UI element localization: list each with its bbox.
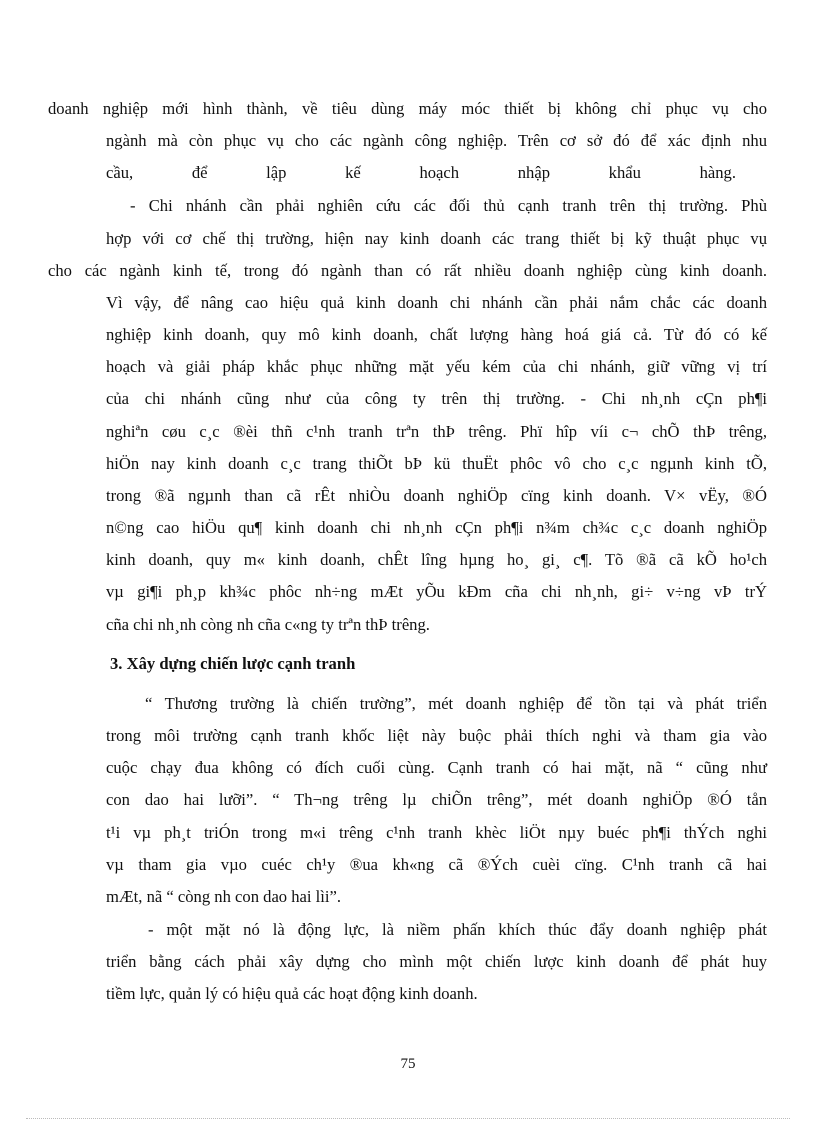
text-line: - Chi nhánh cần phải nghiên cứu các đối thủ cạnh tranh trên thị trường. Phù: [130, 196, 767, 215]
text-line: mÆt, nã “ còng nh con dao hai lìi”.: [106, 887, 342, 906]
text-line: vµ gi¶i ph¸p kh¾c phôc nh÷ng mÆt yÕu kÐm cña chi nh¸nh, gi÷ v÷ng vÞ trÝ: [106, 582, 767, 601]
page-bottom-divider: [26, 1118, 790, 1119]
page-number: 75: [400, 1056, 416, 1072]
text-line: trong môi trường cạnh tranh khốc liệt này buộc phải thích nghi và tham gia vào: [106, 726, 767, 745]
text-line: Vì vậy, để nâng cao hiệu quả kinh doanh chi nhánh cần phải nắm chắc các doanh: [106, 293, 767, 312]
text-line: t¹i vµ ph¸t triÓn trong m«i trêng c¹nh tranh khèc liÖt nµy buéc ph¶i thÝch nghi: [106, 823, 767, 842]
text-line: cuộc chạy đua không có đích cuối cùng. Cạnh tranh có hai mặt, nã “ cũng như: [106, 758, 767, 777]
text-line: triển bằng cách phải xây dựng cho mình một chiến lược kinh doanh để phát huy: [106, 952, 767, 971]
text-line: hợp với cơ chế thị trường, hiện nay kinh doanh các trang thiết bị kỹ thuật phục vụ: [106, 229, 767, 248]
text-line: cho các ngành kinh tế, trong đó ngành than có rất nhiều doanh nghiệp cùng kinh doanh.: [48, 261, 767, 280]
text-line: cña chi nh¸nh còng nh cña c«ng ty trªn thÞ trêng.: [106, 615, 430, 634]
text-line: nghiệp kinh doanh, quy mô kinh doanh, chất lượng hàng hoá giá cả. Từ đó có kế: [106, 325, 767, 344]
text-line: - một mặt nó là động lực, là niềm phấn khích thúc đẩy doanh nghiệp phát: [148, 920, 767, 939]
text-line: doanh nghiệp mới hình thành, về tiêu dùng máy móc thiết bị không chỉ phục vụ cho: [48, 99, 767, 118]
text-line: của chi nhánh cũng như của công ty trên thị trường. - Chi nh¸nh cÇn ph¶i: [106, 389, 767, 408]
text-line: tiềm lực, quản lý có hiệu quả các hoạt động kinh doanh.: [106, 984, 478, 1003]
text-line: cầu, để lập kế hoạch nhập khẩu hàng.: [106, 163, 736, 182]
text-line: nghiªn cøu c¸c ®èi thñ c¹nh tranh trªn thÞ trêng. Phï hîp víi c¬ chÕ thÞ trêng,: [106, 422, 767, 441]
text-line: ngành mà còn phục vụ cho các ngành công nghiệp. Trên cơ sở đó để xác định nhu: [106, 131, 767, 150]
text-line: kinh doanh, quy m« kinh doanh, chÊt lîng hµng ho¸ gi¸ c¶. Tõ ®ã cã kÕ ho¹ch: [106, 550, 767, 569]
text-line: n©ng cao hiÖu qu¶ kinh doanh chi nh¸nh cÇn ph¶i n¾m ch¾c c¸c doanh nghiÖp: [106, 518, 767, 537]
text-line: con dao hai lưỡi”. “ Th¬ng trêng lµ chiÕn trêng”, mét doanh nghiÖp ®Ó tån: [106, 790, 767, 809]
text-line: hiÖn nay kinh doanh c¸c trang thiÕt bÞ kü thuËt phôc vô cho c¸c ngµnh kinh tÕ,: [106, 454, 767, 473]
text-line: vµ tham gia vµo cuéc ch¹y ®ua kh«ng cã ®Ých cuèi cïng. C¹nh tranh cã hai: [106, 855, 767, 874]
text-line: “ Thương trường là chiến trường”, mét doanh nghiệp để tồn tại và phát triển: [145, 694, 767, 713]
section-heading: 3. Xây dựng chiến lược cạnh tranh: [110, 654, 356, 673]
text-line: trong ®ã ngµnh than cã rÊt nhiÒu doanh nghiÖp cïng kinh doanh. V× vËy, ®Ó: [106, 486, 767, 505]
text-line: hoạch và giải pháp khắc phục những mặt yếu kém của chi nhánh, giữ vững vị trí: [106, 357, 767, 376]
